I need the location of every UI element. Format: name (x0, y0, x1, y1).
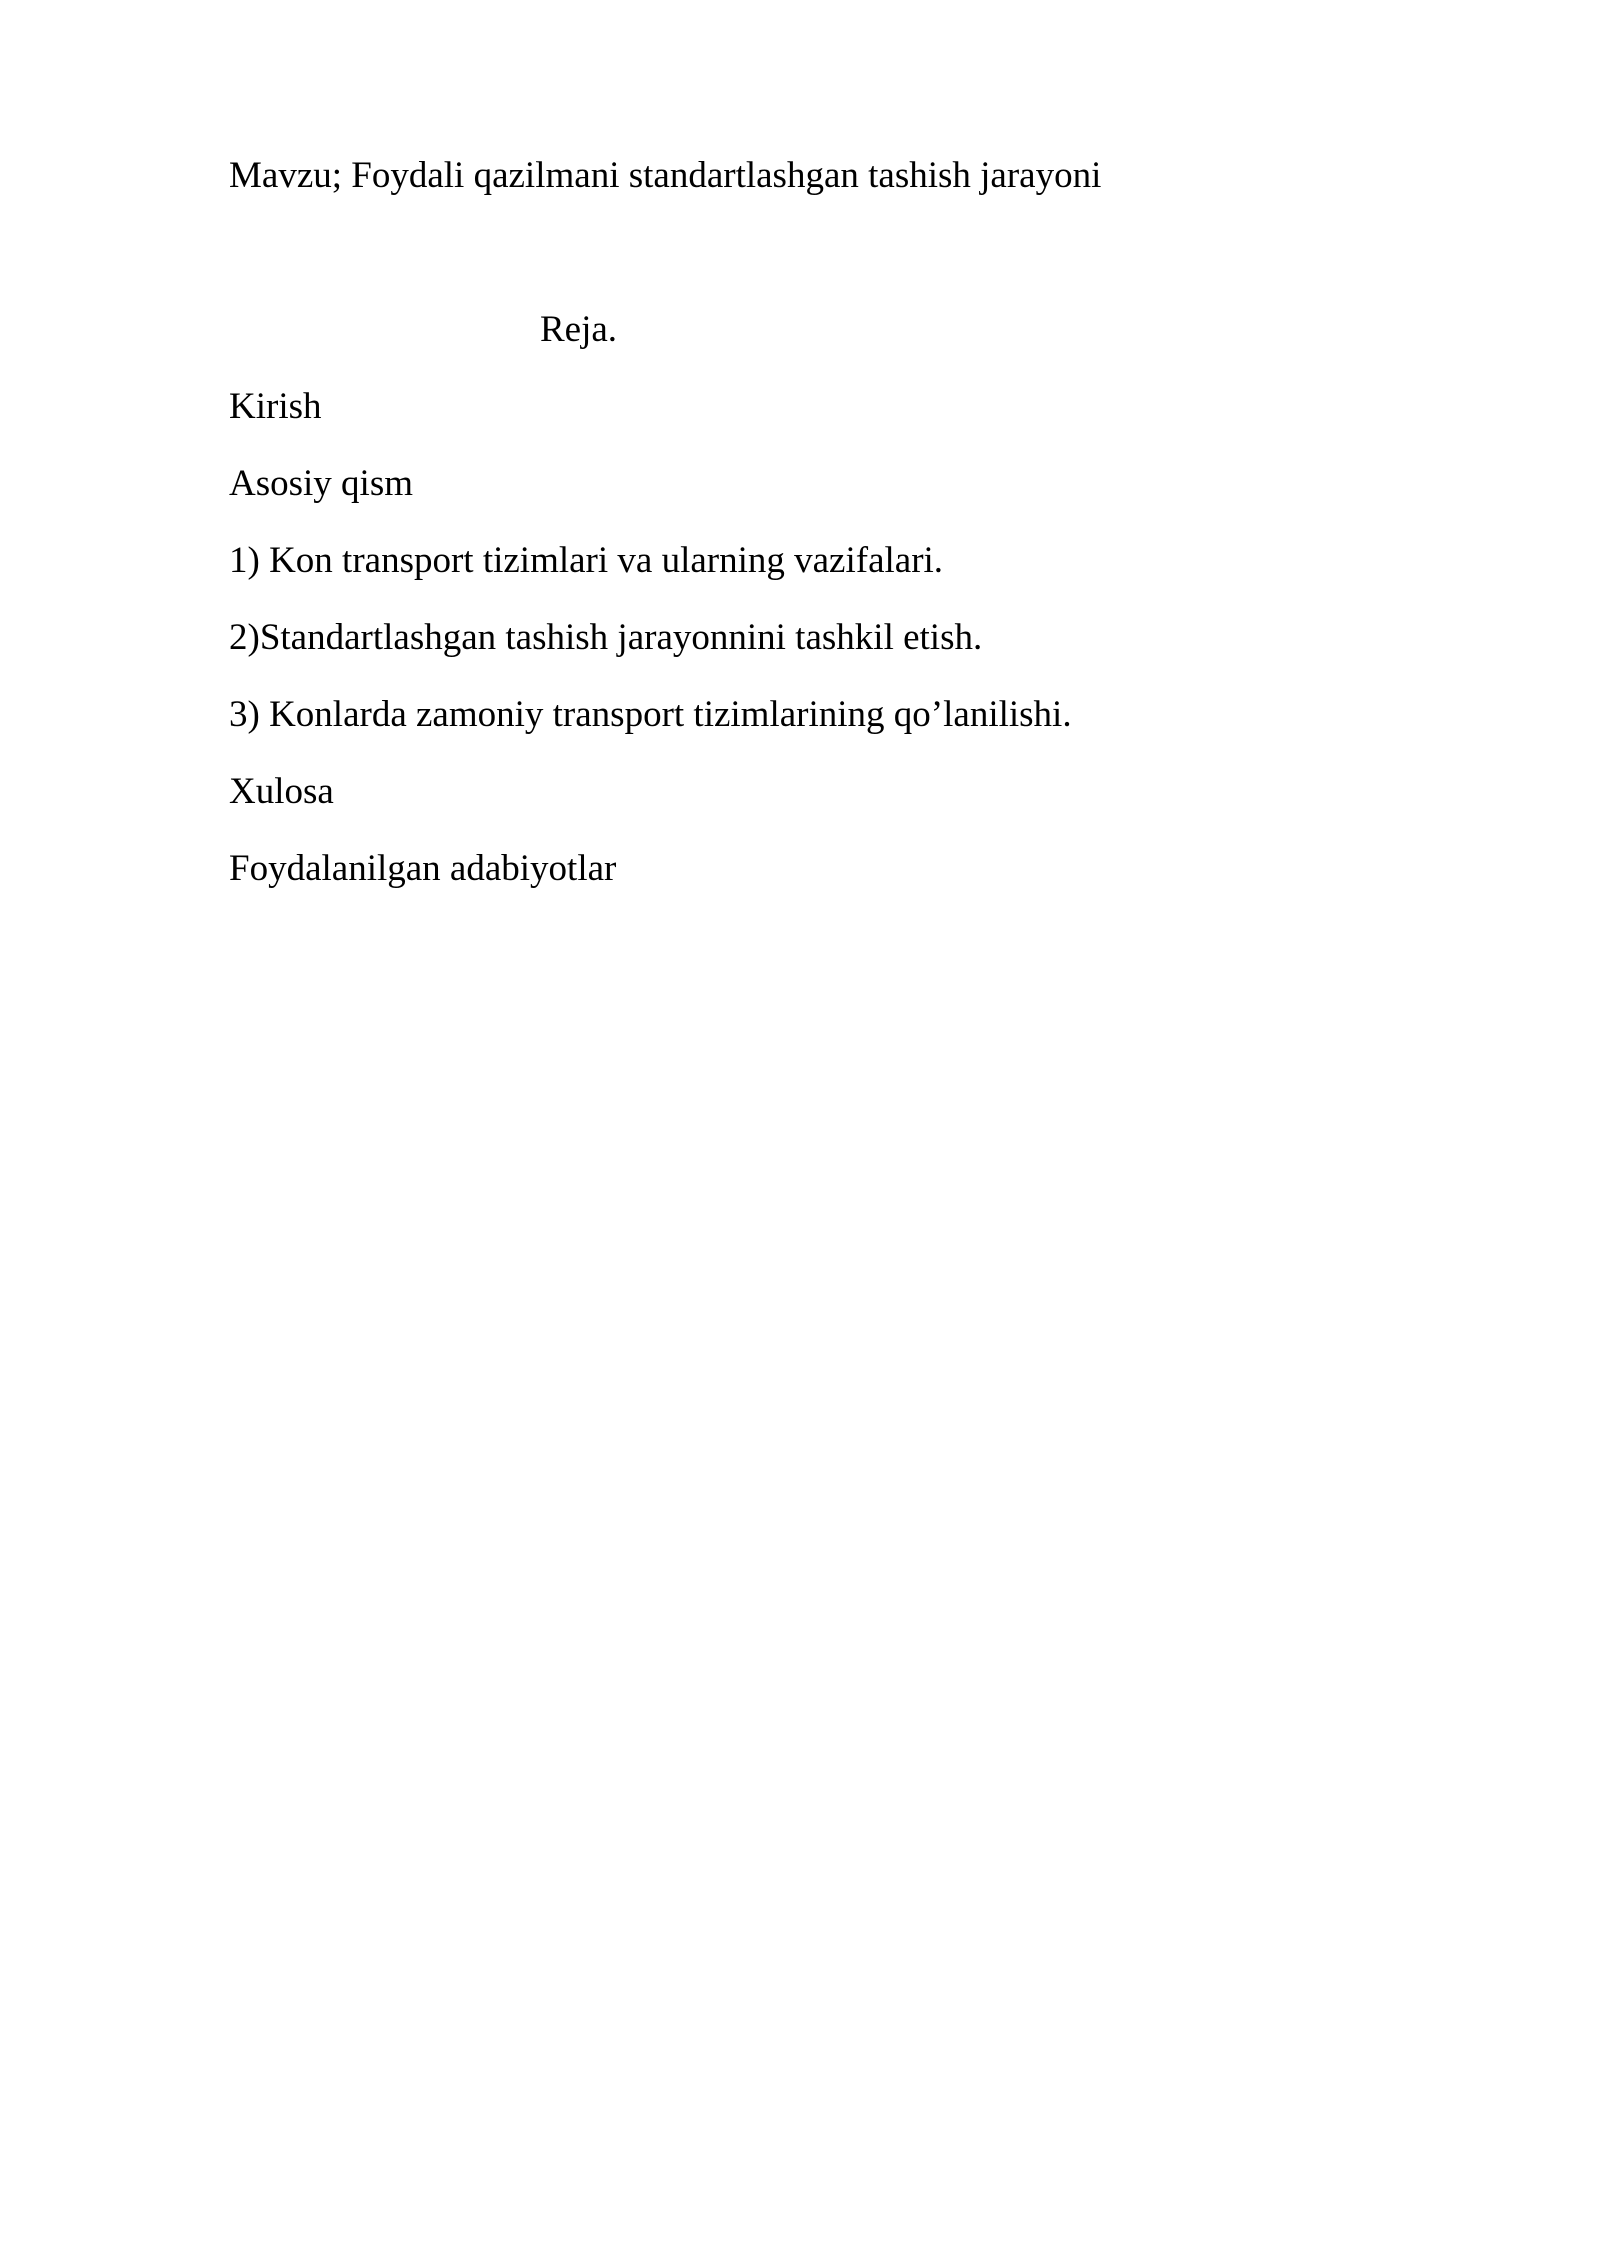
document-title: Mavzu; Foydali qazilmani standartlashgan tashish jarayoni (229, 155, 1102, 196)
plan-item-3: 3) Konlarda zamoniy transport tizimlarining qo’lanilishi. (229, 694, 1072, 735)
plan-item-1: 1) Kon transport tizimlari va ularning vazifalari. (229, 540, 944, 581)
plan-item-conclusion: Xulosa (229, 771, 334, 812)
plan-item-2: 2)Standartlashgan tashish jarayonnini tashkil etish. (229, 617, 983, 658)
plan-heading: Reja. (540, 309, 618, 350)
plan-item-introduction: Kirish (229, 386, 322, 427)
plan-item-main-part: Asosiy qism (229, 463, 414, 504)
plan-item-references: Foydalanilgan adabiyotlar (229, 848, 617, 889)
